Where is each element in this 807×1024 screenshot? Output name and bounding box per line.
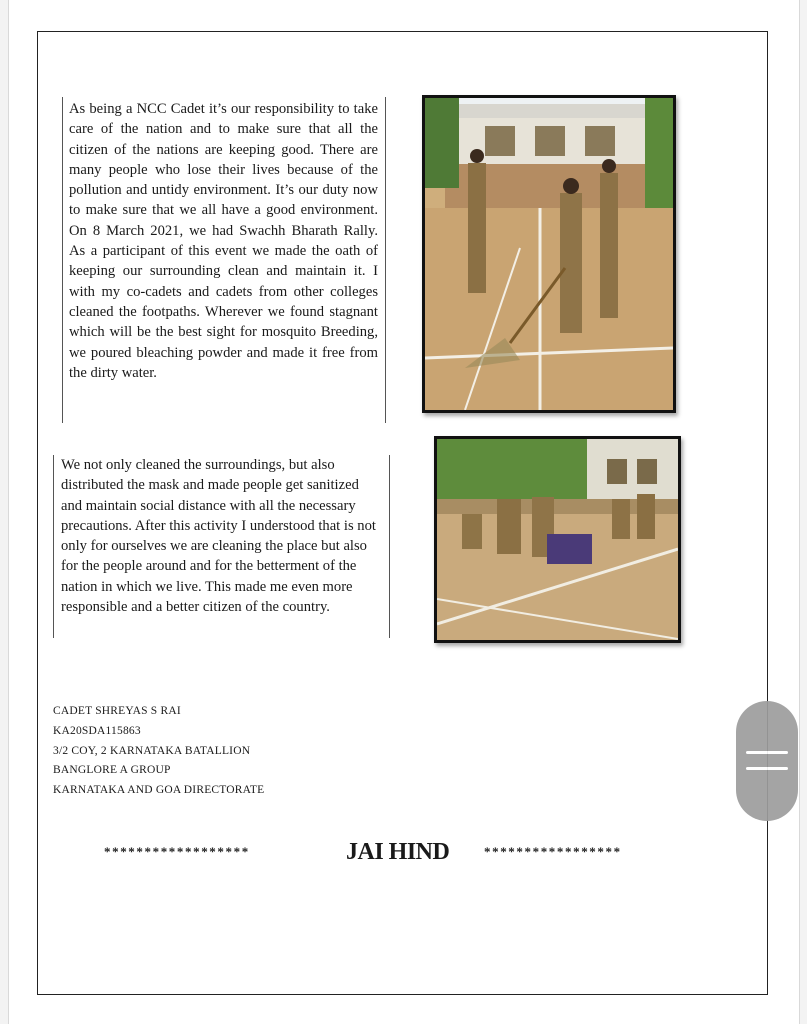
cadet-directorate: KARNATAKA AND GOA DIRECTORATE [53,784,265,797]
cadet-name: CADET SHREYAS S RAI [53,705,181,717]
cadet-unit: 3/2 COY, 2 KARNATAKA BATALLION [53,744,251,757]
photo-cadets-cleaning-ground-image [437,439,678,640]
drag-handle-icon[interactable] [736,701,798,821]
paragraph-1: As being a NCC Cadet it’s our responsibility to take care of the nation and to make sure that all the citizen of the nations are keeping good. There are many people who lose their lives because of the pollution and untidy environment. It’s our duty now to make sure that we all have a good environment. On 8 March 2021, we had Swachh Bharath Rally. As a participant of this event we made the oath of keeping our surrounding clean and maintain it. I with my co-cadets and cadets from other colleges cleaned the footpaths. Wherever we found stagnant which will be the best sight for mosquito Breeding, we poured bleaching powder and made it free from the dirty water. [62,97,386,423]
paragraph-2: We not only cleaned the surroundings, but also distributed the mask and made people get sanitized and maintain social distance with all the necessary precautions. After this activity I understood that is not only for ourselves we are cleaning the place but also for the people around and for the betterment of the nation in which we live. This made me even more responsible and a better citizen of the country. [53,455,390,638]
signature-block [53,702,264,801]
stars-right: ***************** [484,844,622,859]
closing-footer [0,836,807,876]
drag-handle-bar-top [746,751,788,754]
cadet-id: KA20SDA115863 [53,724,141,737]
stars-left: ****************** [104,844,250,859]
cadet-group: BANGLORE A GROUP [53,764,171,777]
drag-handle-bar-bottom [746,767,788,770]
photo-cadets-cleaning-ground [434,436,681,643]
photo-cadets-sweeping-image [425,98,673,410]
closing-text: JAI HIND [346,839,450,865]
photo-cadets-sweeping [422,95,676,413]
